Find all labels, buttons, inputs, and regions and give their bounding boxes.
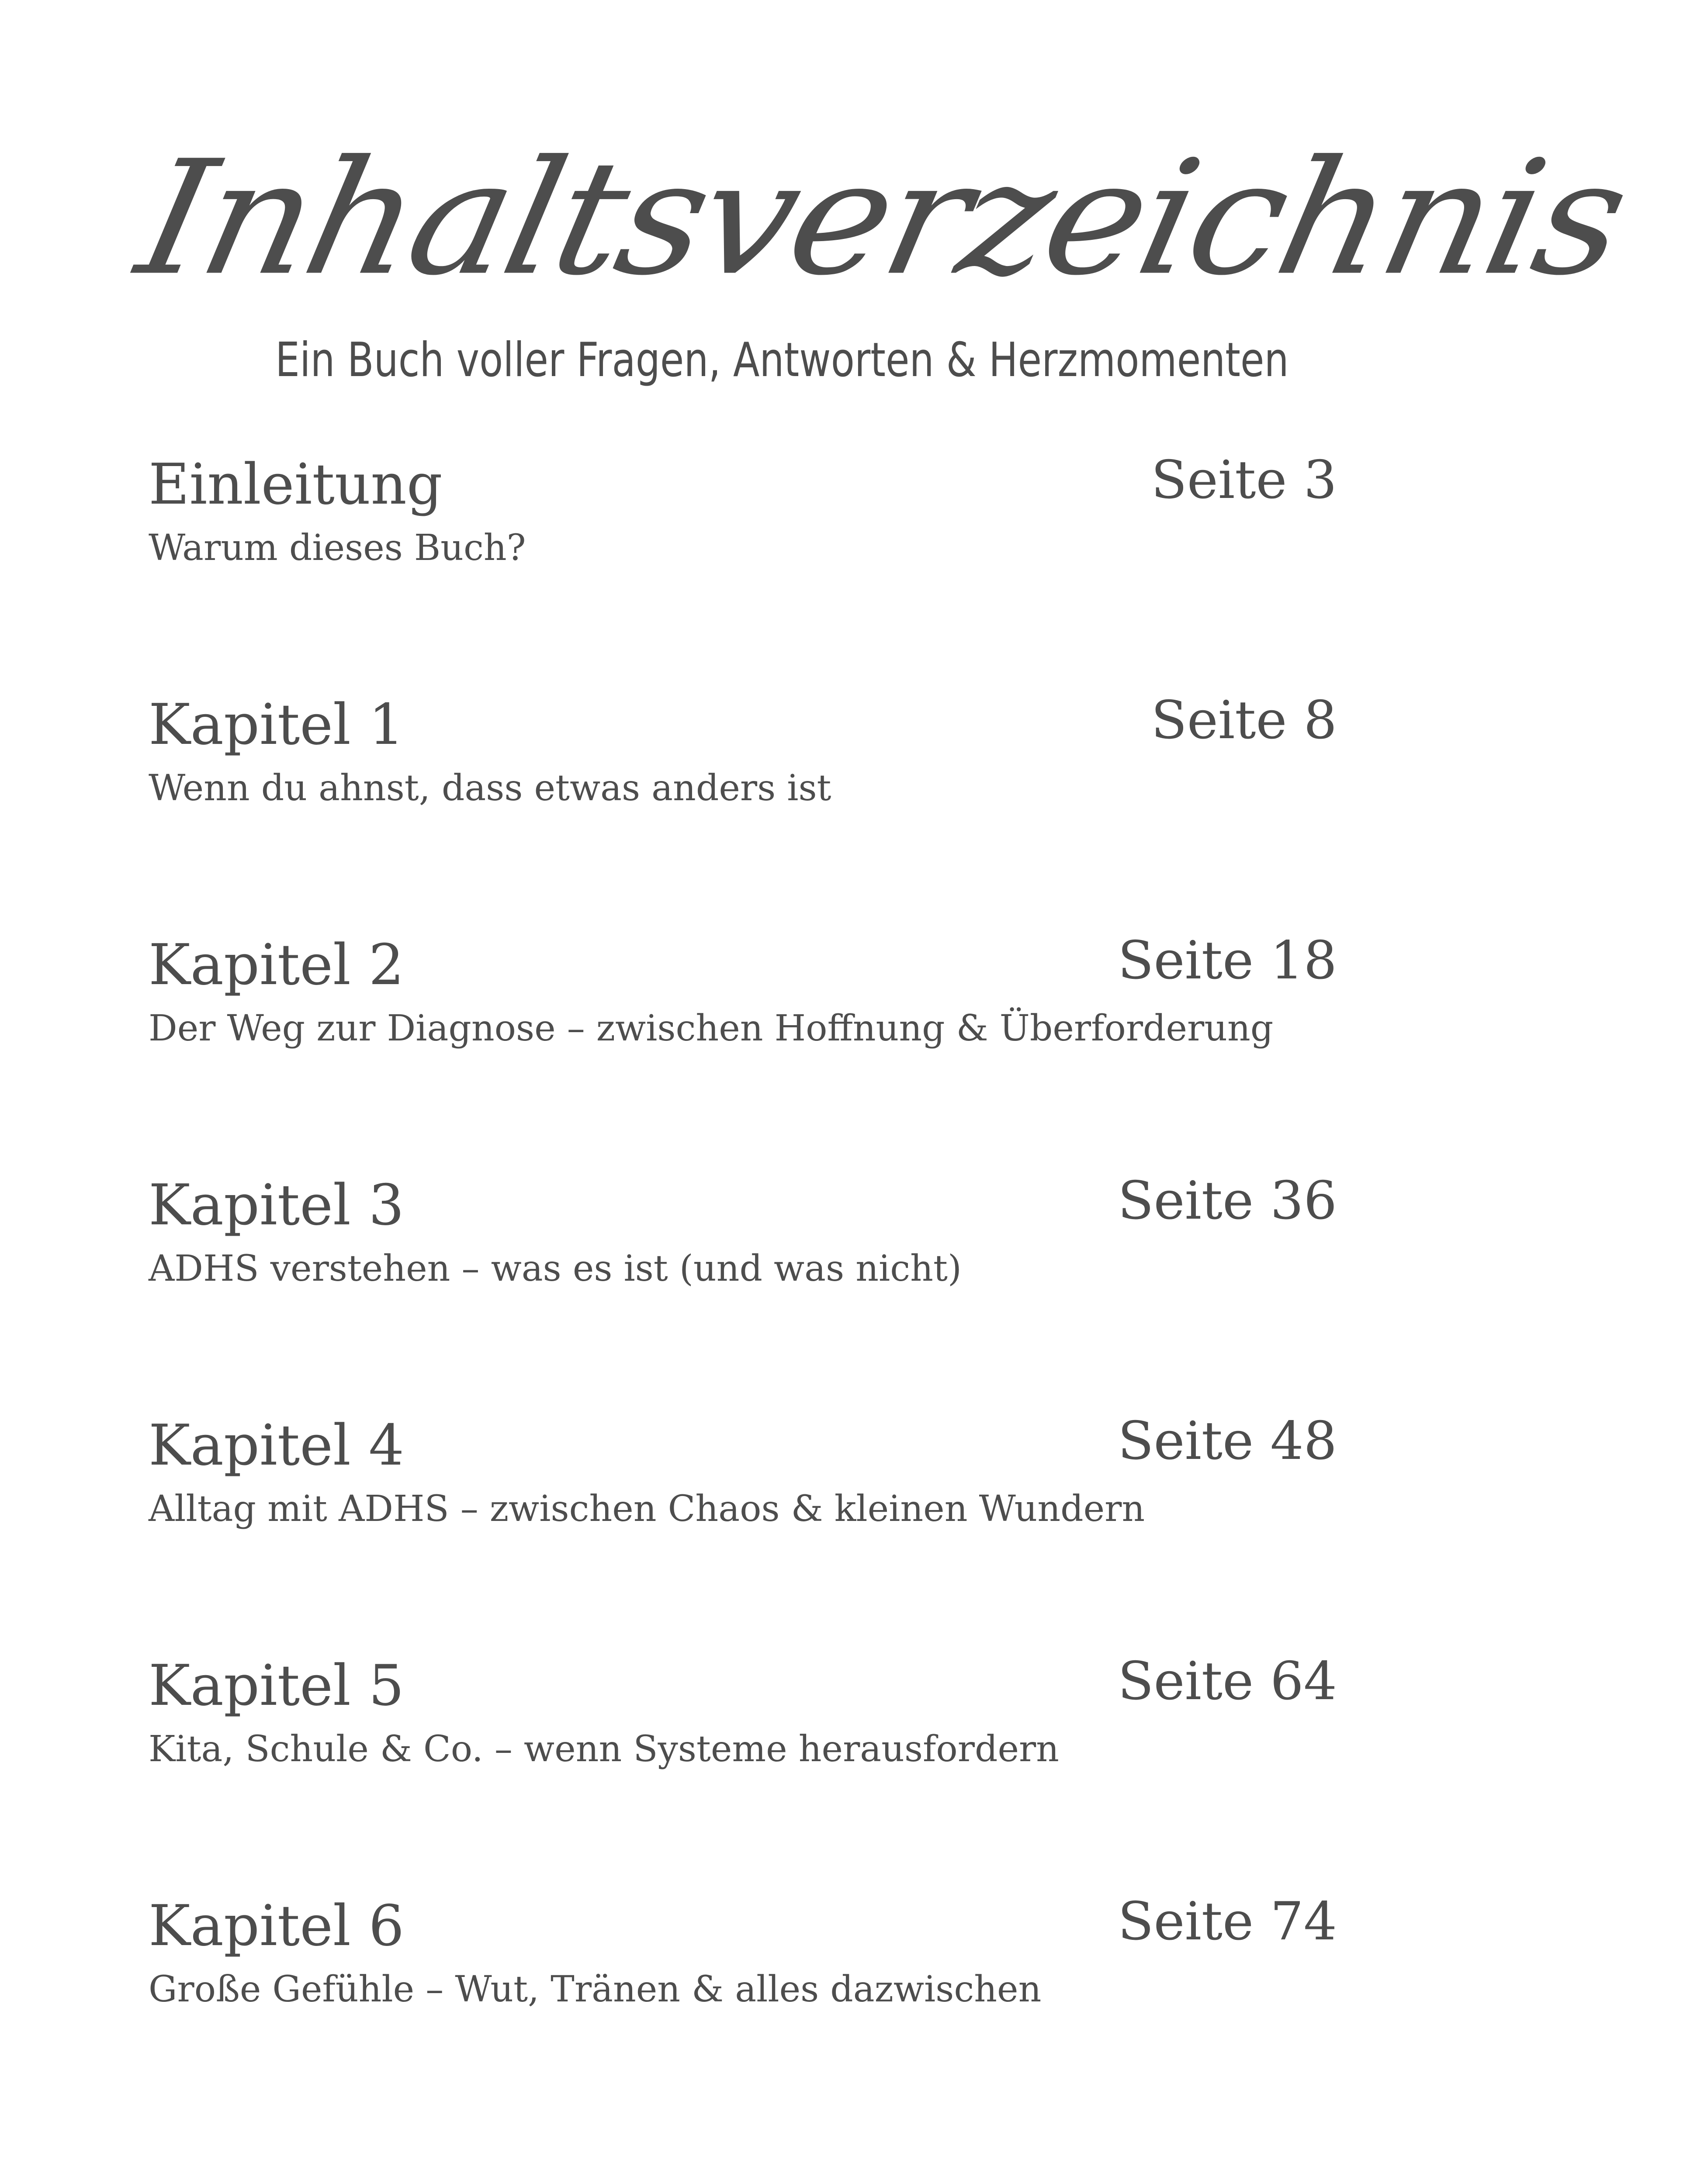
toc-chapter-description: Kita, Schule & Co. – wenn Systeme herausfordern [149,1728,1059,1770]
toc-entry-kapitel-6 [149,1887,1337,2127]
table-of-contents [149,446,1337,2127]
toc-chapter-description: Warum dieses Buch? [149,527,526,569]
toc-page-number: Seite 18 [1118,930,1337,991]
toc-chapter-description: Wenn du ahnst, dass etwas anders ist [149,767,831,809]
toc-page-number: Seite 3 [1151,450,1337,511]
toc-chapter-description: Große Gefühle – Wut, Tränen & alles dazwischen [149,1969,1042,2010]
toc-chapter-title: Kapitel 3 [149,1173,405,1238]
toc-entry-kapitel-2 [149,926,1337,1166]
toc-page-number: Seite 8 [1151,690,1337,751]
toc-entry-kapitel-5 [149,1647,1337,1887]
toc-entry-einleitung [149,446,1337,686]
toc-chapter-title: Kapitel 2 [149,933,405,998]
toc-entry-kapitel-1 [149,686,1337,926]
toc-chapter-title: Kapitel 1 [149,692,405,757]
toc-entry-kapitel-4 [149,1406,1337,1647]
toc-chapter-title: Einleitung [149,452,443,517]
toc-page-number: Seite 36 [1118,1171,1337,1231]
toc-chapter-description: Alltag mit ADHS – zwischen Chaos & kleinen Wundern [149,1488,1145,1530]
toc-entry-kapitel-3 [149,1166,1337,1406]
toc-page-number: Seite 74 [1118,1891,1337,1952]
page-title: Inhaltsverzeichnis [125,126,1640,310]
toc-chapter-title: Kapitel 4 [149,1413,405,1478]
toc-page-number: Seite 48 [1118,1411,1337,1472]
toc-chapter-description: ADHS verstehen – was es ist (und was nicht) [149,1248,962,1289]
toc-page-number: Seite 64 [1118,1651,1337,1712]
toc-chapter-title: Kapitel 6 [149,1894,405,1959]
page-subtitle: Ein Buch voller Fragen, Antworten & Herzmomenten [275,333,1289,387]
toc-chapter-description: Der Weg zur Diagnose – zwischen Hoffnung & Überforderung [149,1008,1274,1049]
toc-chapter-title: Kapitel 5 [149,1653,405,1718]
